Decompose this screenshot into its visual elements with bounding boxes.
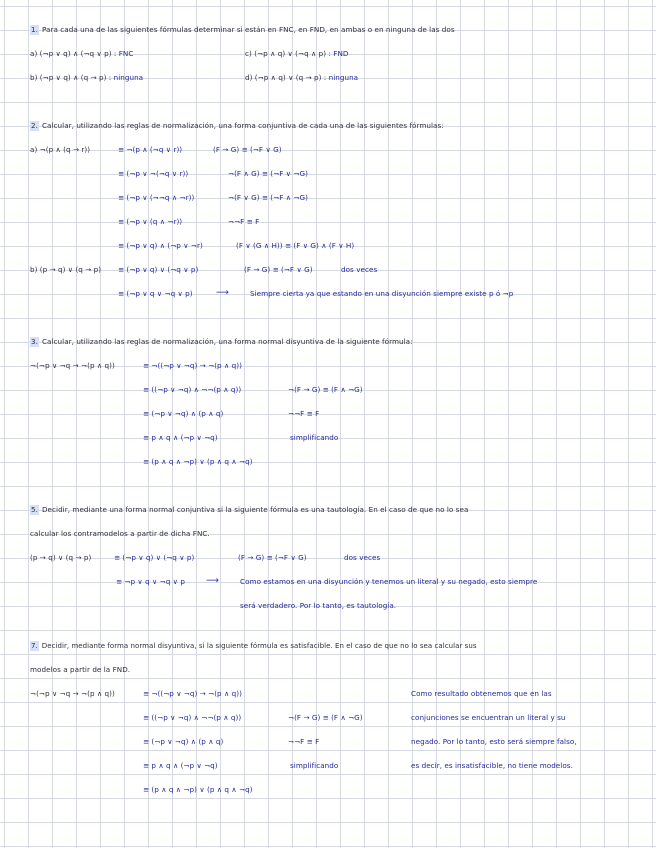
ex5-title-2: calcular los contramodelos a partir de dicha FNC.: [30, 529, 210, 538]
ex5-note-3: será verdadero. Por lo tanto, es tautología.: [240, 601, 397, 610]
ex3-statement: [30, 337, 413, 347]
ex1-d-answer: ninguna: [328, 73, 359, 82]
ex2-a-rule-4: ¬¬F ≡ F: [228, 217, 260, 226]
ex3-step-4: ≡ p ∧ q ∧ (¬p ∨ ¬q): [143, 433, 218, 442]
ex2-title: Calcular, utilizando las reglas de normalización, una forma conjuntiva de cada una de las siguientes fórmulas:: [41, 121, 444, 130]
ex2-b-step-1: ≡ (¬p ∨ q) ∨ (¬q ∨ p): [118, 265, 199, 274]
ex1-title: Para cada una de las siguientes fórmulas determinar si están en FNC, en FND, en ambas o en ninguna de las dos: [41, 25, 455, 34]
ex1-b: [30, 73, 143, 83]
ex5-note-1: dos veces: [344, 553, 381, 562]
ex2-b-note-1: dos veces: [341, 265, 378, 274]
ex7-title-2: modelos a partir de la FND.: [30, 665, 131, 674]
ex3-step-5: ≡ (p ∧ q ∧ ¬p) ∨ (p ∧ q ∧ ¬q): [143, 457, 253, 466]
ex7-number: 7.: [31, 642, 38, 650]
ex3-step-1: ≡ ¬((¬p ∨ ¬q) → ¬(p ∧ q)): [143, 361, 242, 370]
ex1-number: 1.: [31, 25, 38, 34]
ex5-step-1: ≡ (¬p ∨ q) ∨ (¬q ∨ p): [114, 553, 195, 562]
ex7-step-1: ≡ ¬((¬p ∨ ¬q) → ¬(p ∧ q)): [143, 689, 242, 698]
ex5-formula: (p → q) ∨ (q → p): [30, 553, 92, 562]
ex2-b-note-2: Siempre cierta ya que estando en una disyunción siempre existe p ó ¬p: [250, 289, 514, 298]
ex7-note-2: conjunciones se encuentran un literal y su: [411, 713, 566, 722]
ex7-step-2: ≡ ((¬p ∨ ¬q) ∧ ¬¬(p ∧ q)): [143, 713, 242, 722]
ex5-title-1: Decidir, mediante una forma normal conjuntiva si la siguiente fórmula es una tautología. En el caso de que no lo sea: [41, 505, 469, 514]
ex7-note-3: negado. Por lo tanto, esto será siempre falso,: [411, 737, 577, 746]
ex2-number: 2.: [31, 121, 38, 130]
ex2-a-step-3: ≡ (¬p ∨ (¬¬q ∧ ¬r)): [118, 193, 195, 202]
ex7-rule-3: ¬¬F ≡ F: [288, 737, 320, 746]
ex3-rule-2: ¬(F → G) ≡ (F ∧ ¬G): [288, 385, 363, 394]
ex5-statement-1: [30, 505, 468, 515]
right-arrow-icon: ⟶: [216, 288, 229, 298]
ex3-rule-4: simplificando: [290, 433, 339, 442]
ex3-formula: ¬(¬p ∨ ¬q → ¬(p ∧ q)): [30, 361, 115, 370]
ex2-a-step-4: ≡ (¬p ∨ (q ∧ ¬r)): [118, 217, 183, 226]
ex7-step-3: ≡ (¬p ∨ ¬q) ∧ (p ∧ q): [143, 737, 224, 746]
ex1-d: [245, 73, 358, 83]
ex7-formula: ¬(¬p ∨ ¬q → ¬(p ∧ q)): [30, 689, 115, 698]
ex2-a-rule-2: ¬(F ∧ G) ≡ (¬F ∨ ¬G): [228, 169, 308, 178]
ex3-rule-3: ¬¬F ≡ F: [288, 409, 320, 418]
ex7-statement-1: [30, 641, 477, 651]
ex2-a-rule-5: (F ∨ (G ∧ H)) ≡ (F ∨ G) ∧ (F ∨ H): [236, 241, 355, 250]
ex2-a-rule-3: ¬(F ∨ G) ≡ (¬F ∧ ¬G): [228, 193, 308, 202]
ex2-a-step-2: ≡ (¬p ∨ ¬(¬q ∨ r)): [118, 169, 189, 178]
ex1-c-formula: c) (¬p ∧ q) ∨ (¬q ∧ p) :: [245, 49, 331, 58]
ex1-c-answer: FND: [333, 49, 349, 58]
ex1-c: [245, 49, 349, 59]
ex5-note-2: Como estamos en una disyunción y tenemos un literal y su negado, esto siempre: [240, 577, 538, 586]
ex3-number: 3.: [31, 337, 38, 346]
ex7-step-5: ≡ (p ∧ q ∧ ¬p) ∨ (p ∧ q ∧ ¬q): [143, 785, 253, 794]
ex2-a-step-1: ≡ ¬(p ∧ (¬q ∨ r)): [118, 145, 183, 154]
ex2-statement: [30, 121, 444, 131]
ex1-a-formula: a) (¬p ∨ q) ∧ (¬q ∨ p) :: [30, 49, 117, 58]
ex2-b-formula: b) (p → q) ∨ (q → p): [30, 265, 102, 274]
ex2-a-formula: a) ¬(p ∧ (q → r)): [30, 145, 91, 154]
ex3-step-2: ≡ ((¬p ∨ ¬q) ∧ ¬¬(p ∧ q)): [143, 385, 242, 394]
ex2-a-rule-1: (F → G) ≡ (¬F ∨ G): [213, 145, 282, 154]
ex1-a: [30, 49, 133, 59]
ex2-b-rule-1: (F → G) ≡ (¬F ∨ G): [244, 265, 313, 274]
ex1-b-answer: ninguna: [113, 73, 144, 82]
ex2-b-step-2: ≡ (¬p ∨ q ∨ ¬q ∨ p): [118, 289, 193, 298]
ex7-rule-2: ¬(F → G) ≡ (F ∧ ¬G): [288, 713, 363, 722]
ex7-note-4: es decir, es insatisfacible, no tiene modelos.: [411, 761, 573, 770]
ex3-step-3: ≡ (¬p ∨ ¬q) ∧ (p ∧ q): [143, 409, 224, 418]
ex1-a-answer: FNC: [118, 49, 134, 58]
ex7-title-1: Decidir, mediante forma normal disyuntiva, si la siguiente fórmula es satisfacible. En el caso de que no lo sea calcular sus: [41, 642, 477, 650]
ex1-d-formula: d) (¬p ∧ q) ∨ (q → p) :: [245, 73, 327, 82]
ex5-step-2: ≡ ¬p ∨ q ∨ ¬q ∨ p: [116, 577, 185, 586]
ex1-statement: [30, 25, 455, 35]
right-arrow-icon: ⟶: [206, 576, 219, 586]
ex5-rule-1: (F → G) ≡ (¬F ∨ G): [238, 553, 307, 562]
ex2-a-step-5: ≡ (¬p ∨ q) ∧ (¬p ∨ ¬r): [118, 241, 203, 250]
ex3-title: Calcular, utilizando las reglas de normalización, una forma normal disyuntiva de la siguiente fórmula:: [41, 337, 413, 346]
ex7-note-1: Como resultado obtenemos que en las: [411, 689, 552, 698]
ex5-number: 5.: [31, 505, 38, 514]
ex7-rule-4: simplificando: [290, 761, 339, 770]
ex7-step-4: ≡ p ∧ q ∧ (¬p ∨ ¬q): [143, 761, 218, 770]
ex1-b-formula: b) (¬p ∨ q) ∧ (q → p) :: [30, 73, 112, 82]
